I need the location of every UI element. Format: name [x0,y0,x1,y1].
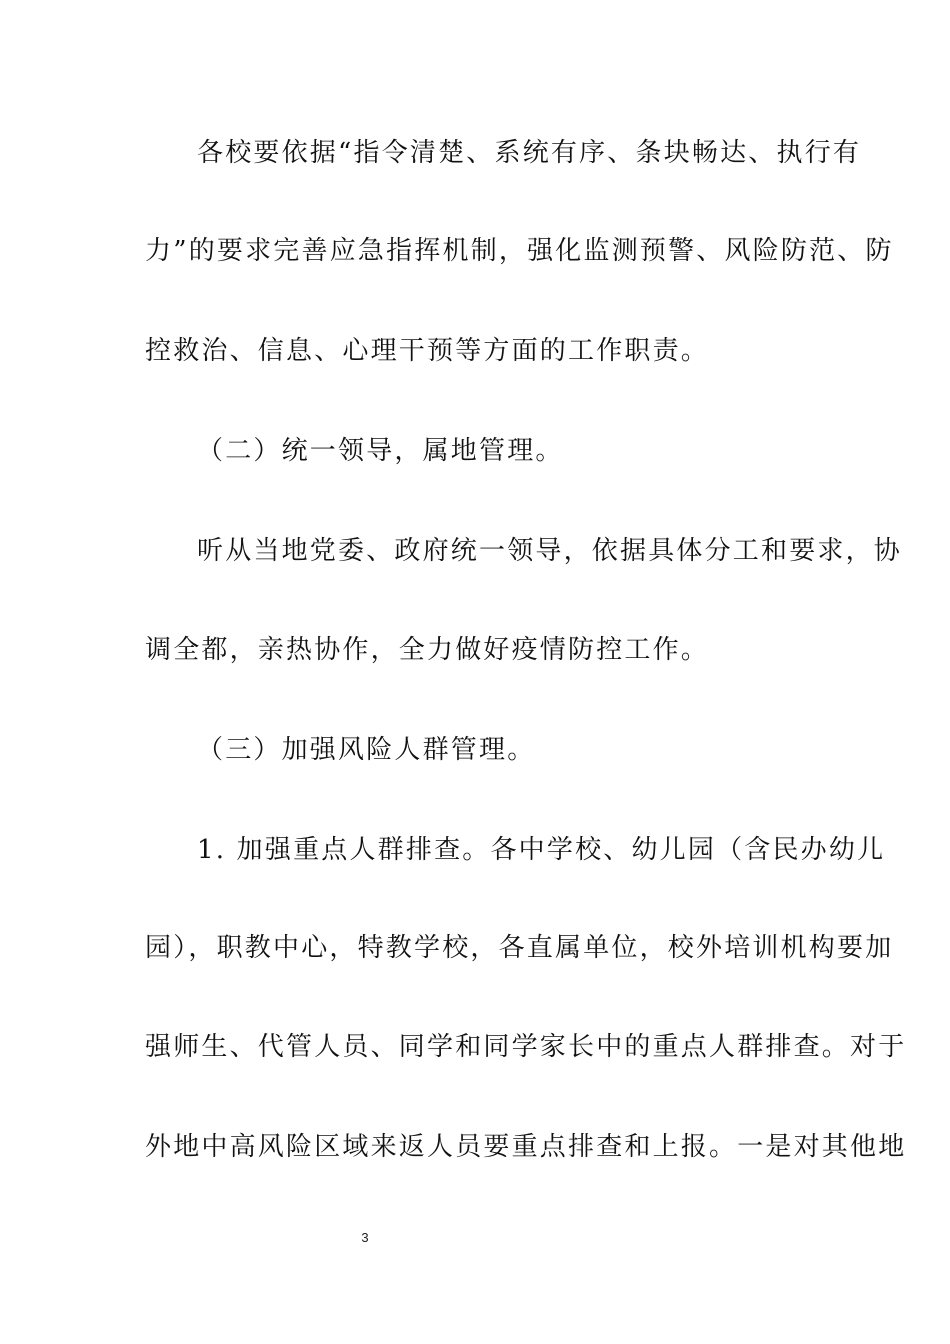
page-number: 3 [361,1230,369,1245]
paragraph-line: 各校要依据“指令清楚、系统有序、条块畅达、执行有 [197,138,862,168]
paragraph-line: 调全都，亲热协作，全力做好疫情防控工作。 [145,635,710,665]
paragraph-line: 控救治、信息、心理干预等方面的工作职责。 [145,336,710,366]
paragraph-line: 1. 加强重点人群排查。各中学校、幼儿园（含民办幼儿 [197,835,886,865]
paragraph-line: 强师生、代管人员、同学和同学家长中的重点人群排查。对于 [145,1032,907,1062]
paragraph-line: 听从当地党委、政府统一领导，依据具体分工和要求，协 [197,536,903,566]
paragraph-line: 园），职教中心，特教学校，各直属单位，校外培训机构要加 [145,933,894,963]
section-heading: （二）统一领导，属地管理。 [197,436,564,466]
section-heading: （三）加强风险人群管理。 [197,735,536,765]
paragraph-line: 力”的要求完善应急指挥机制，强化监测预警、风险防范、防 [145,236,894,266]
paragraph-line: 外地中高风险区域来返人员要重点排查和上报。一是对其他地 [145,1132,907,1162]
